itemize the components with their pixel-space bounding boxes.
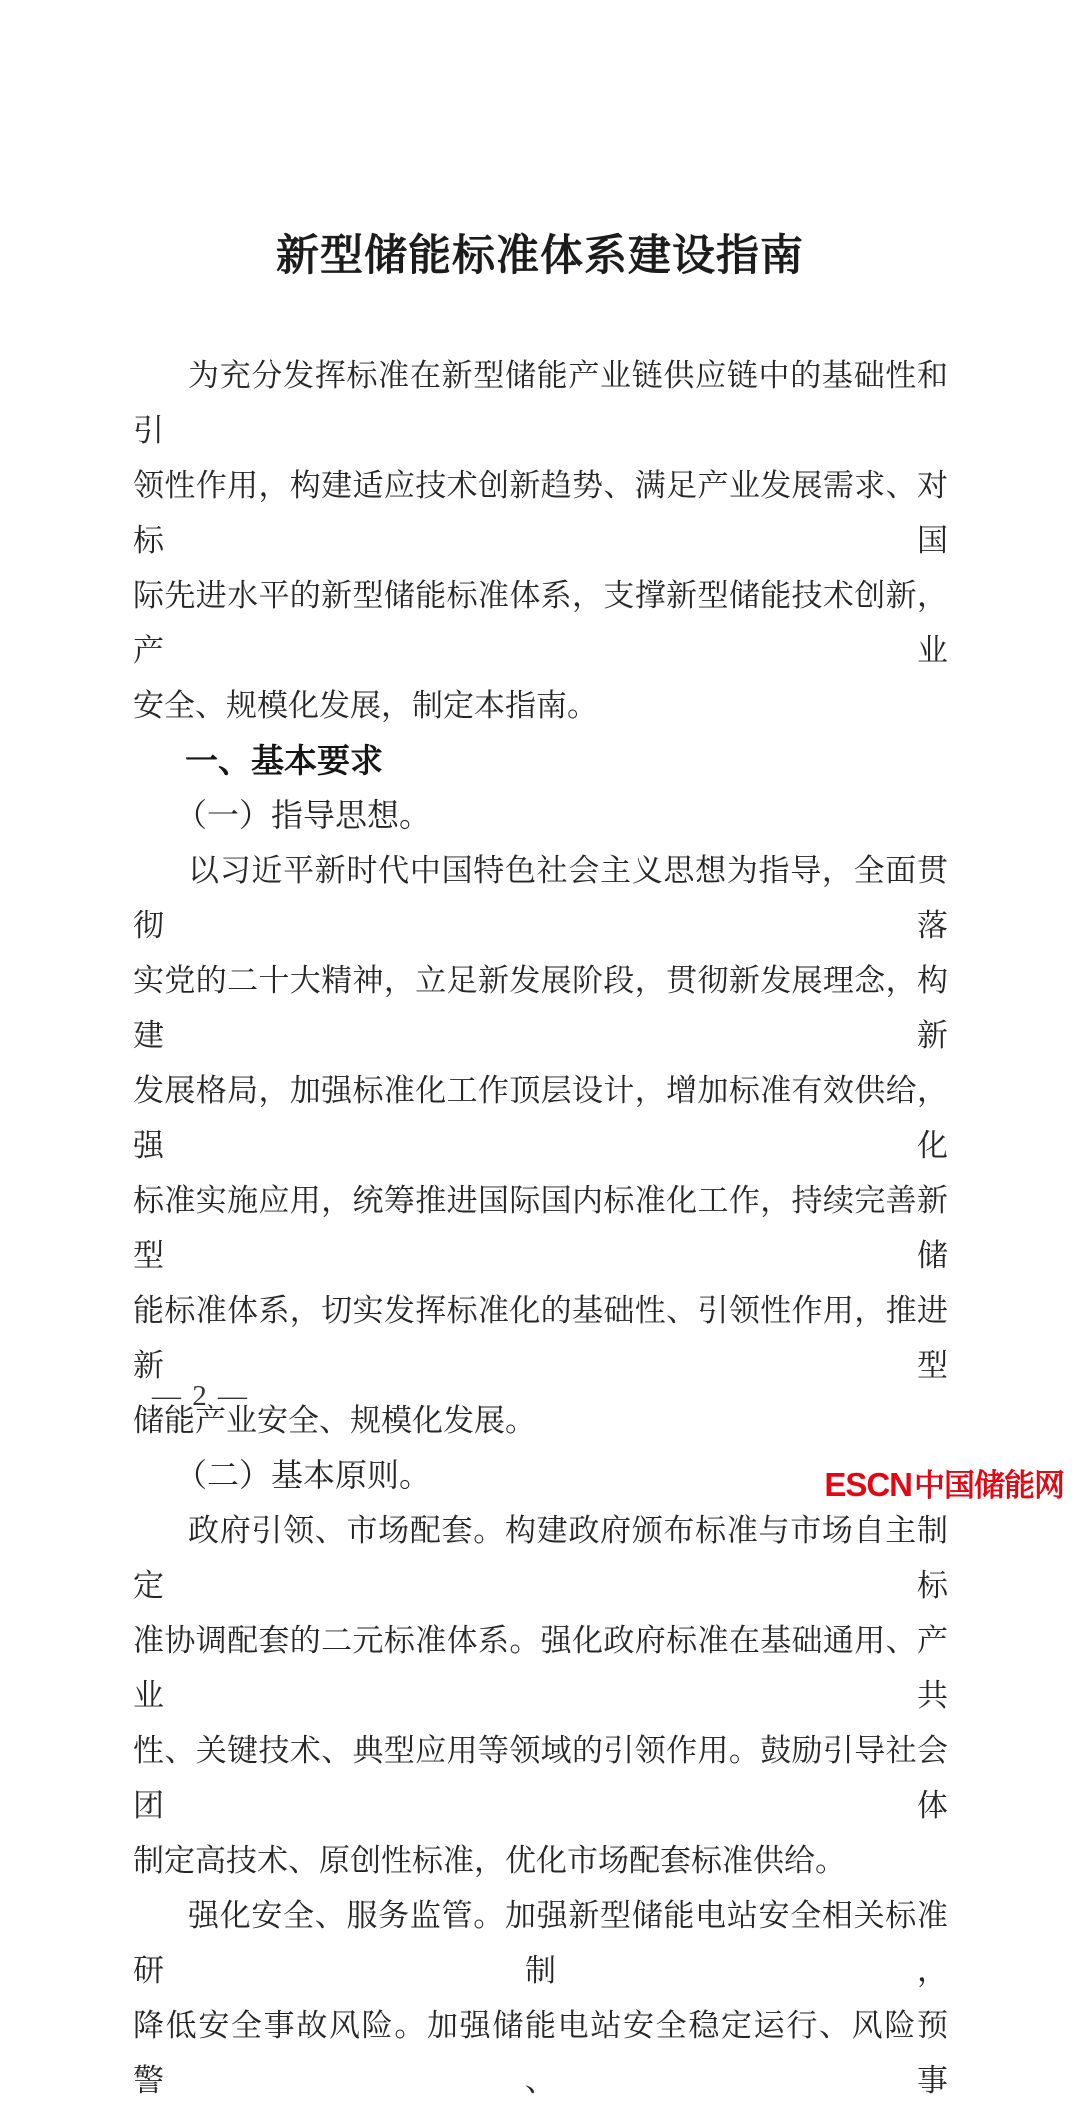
basic-principles-paragraph-safety-supervision xyxy=(133,1888,948,2108)
text-line: 为充分发挥标准在新型储能产业链供应链中的基础性和引 xyxy=(133,358,948,448)
escn-logo-site-name: 中国储能网 xyxy=(914,1468,1064,1503)
text-line: 储能产业安全、规模化发展。 xyxy=(133,1403,536,1438)
subsection-heading-guiding-ideology: （一）指导思想。 xyxy=(175,797,432,833)
subsection-heading-basic-principles: （二）基本原则。 xyxy=(175,1457,432,1493)
text-line: 能标准体系，切实发挥标准化的基础性、引领性作用，推进新型 xyxy=(133,1293,948,1383)
escn-logo xyxy=(824,1460,1064,1505)
page-number: — 2 — xyxy=(152,1380,249,1412)
guiding-ideology-paragraph xyxy=(133,843,948,1448)
text-line: 以习近平新时代中国特色社会主义思想为指导，全面贯彻落 xyxy=(133,853,948,943)
text-line: 政府引领、市场配套。构建政府颁布标准与市场自主制定标 xyxy=(133,1513,948,1603)
text-line: 强化安全、服务监管。加强新型储能电站安全相关标准研制， xyxy=(133,1898,948,1988)
text-line: 制定高技术、原创性标准，优化市场配套标准供给。 xyxy=(133,1843,846,1878)
text-line: 际先进水平的新型储能标准体系，支撑新型储能技术创新，产业 xyxy=(133,578,948,668)
basic-principles-paragraph-government-market xyxy=(133,1503,948,1888)
text-line: 领性作用，构建适应技术创新趋势、满足产业发展需求、对标国 xyxy=(133,468,948,558)
intro-paragraph xyxy=(133,348,948,733)
document-title: 新型储能标准体系建设指南 xyxy=(276,233,804,280)
text-line: 发展格局，加强标准化工作顶层设计，增加标准有效供给，强化 xyxy=(133,1073,948,1163)
text-line: 降低安全事故风险。加强储能电站安全稳定运行、风险预警、事 xyxy=(133,2008,948,2098)
text-line: 安全、规模化发展，制定本指南。 xyxy=(133,688,598,723)
text-line: 性、关键技术、典型应用等领域的引领作用。鼓励引导社会团体 xyxy=(133,1733,948,1823)
document-body xyxy=(133,348,948,2108)
text-line: 准协调配套的二元标准体系。强化政府标准在基础通用、产业共 xyxy=(133,1623,948,1713)
text-line: 实党的二十大精神，立足新发展阶段，贯彻新发展理念，构建新 xyxy=(133,963,948,1053)
section-heading-basic-requirements: 一、基本要求 xyxy=(185,742,383,779)
escn-logo-brand-text: ESCN xyxy=(824,1466,912,1503)
text-line: 标准实施应用，统筹推进国际国内标准化工作，持续完善新型储 xyxy=(133,1183,948,1273)
